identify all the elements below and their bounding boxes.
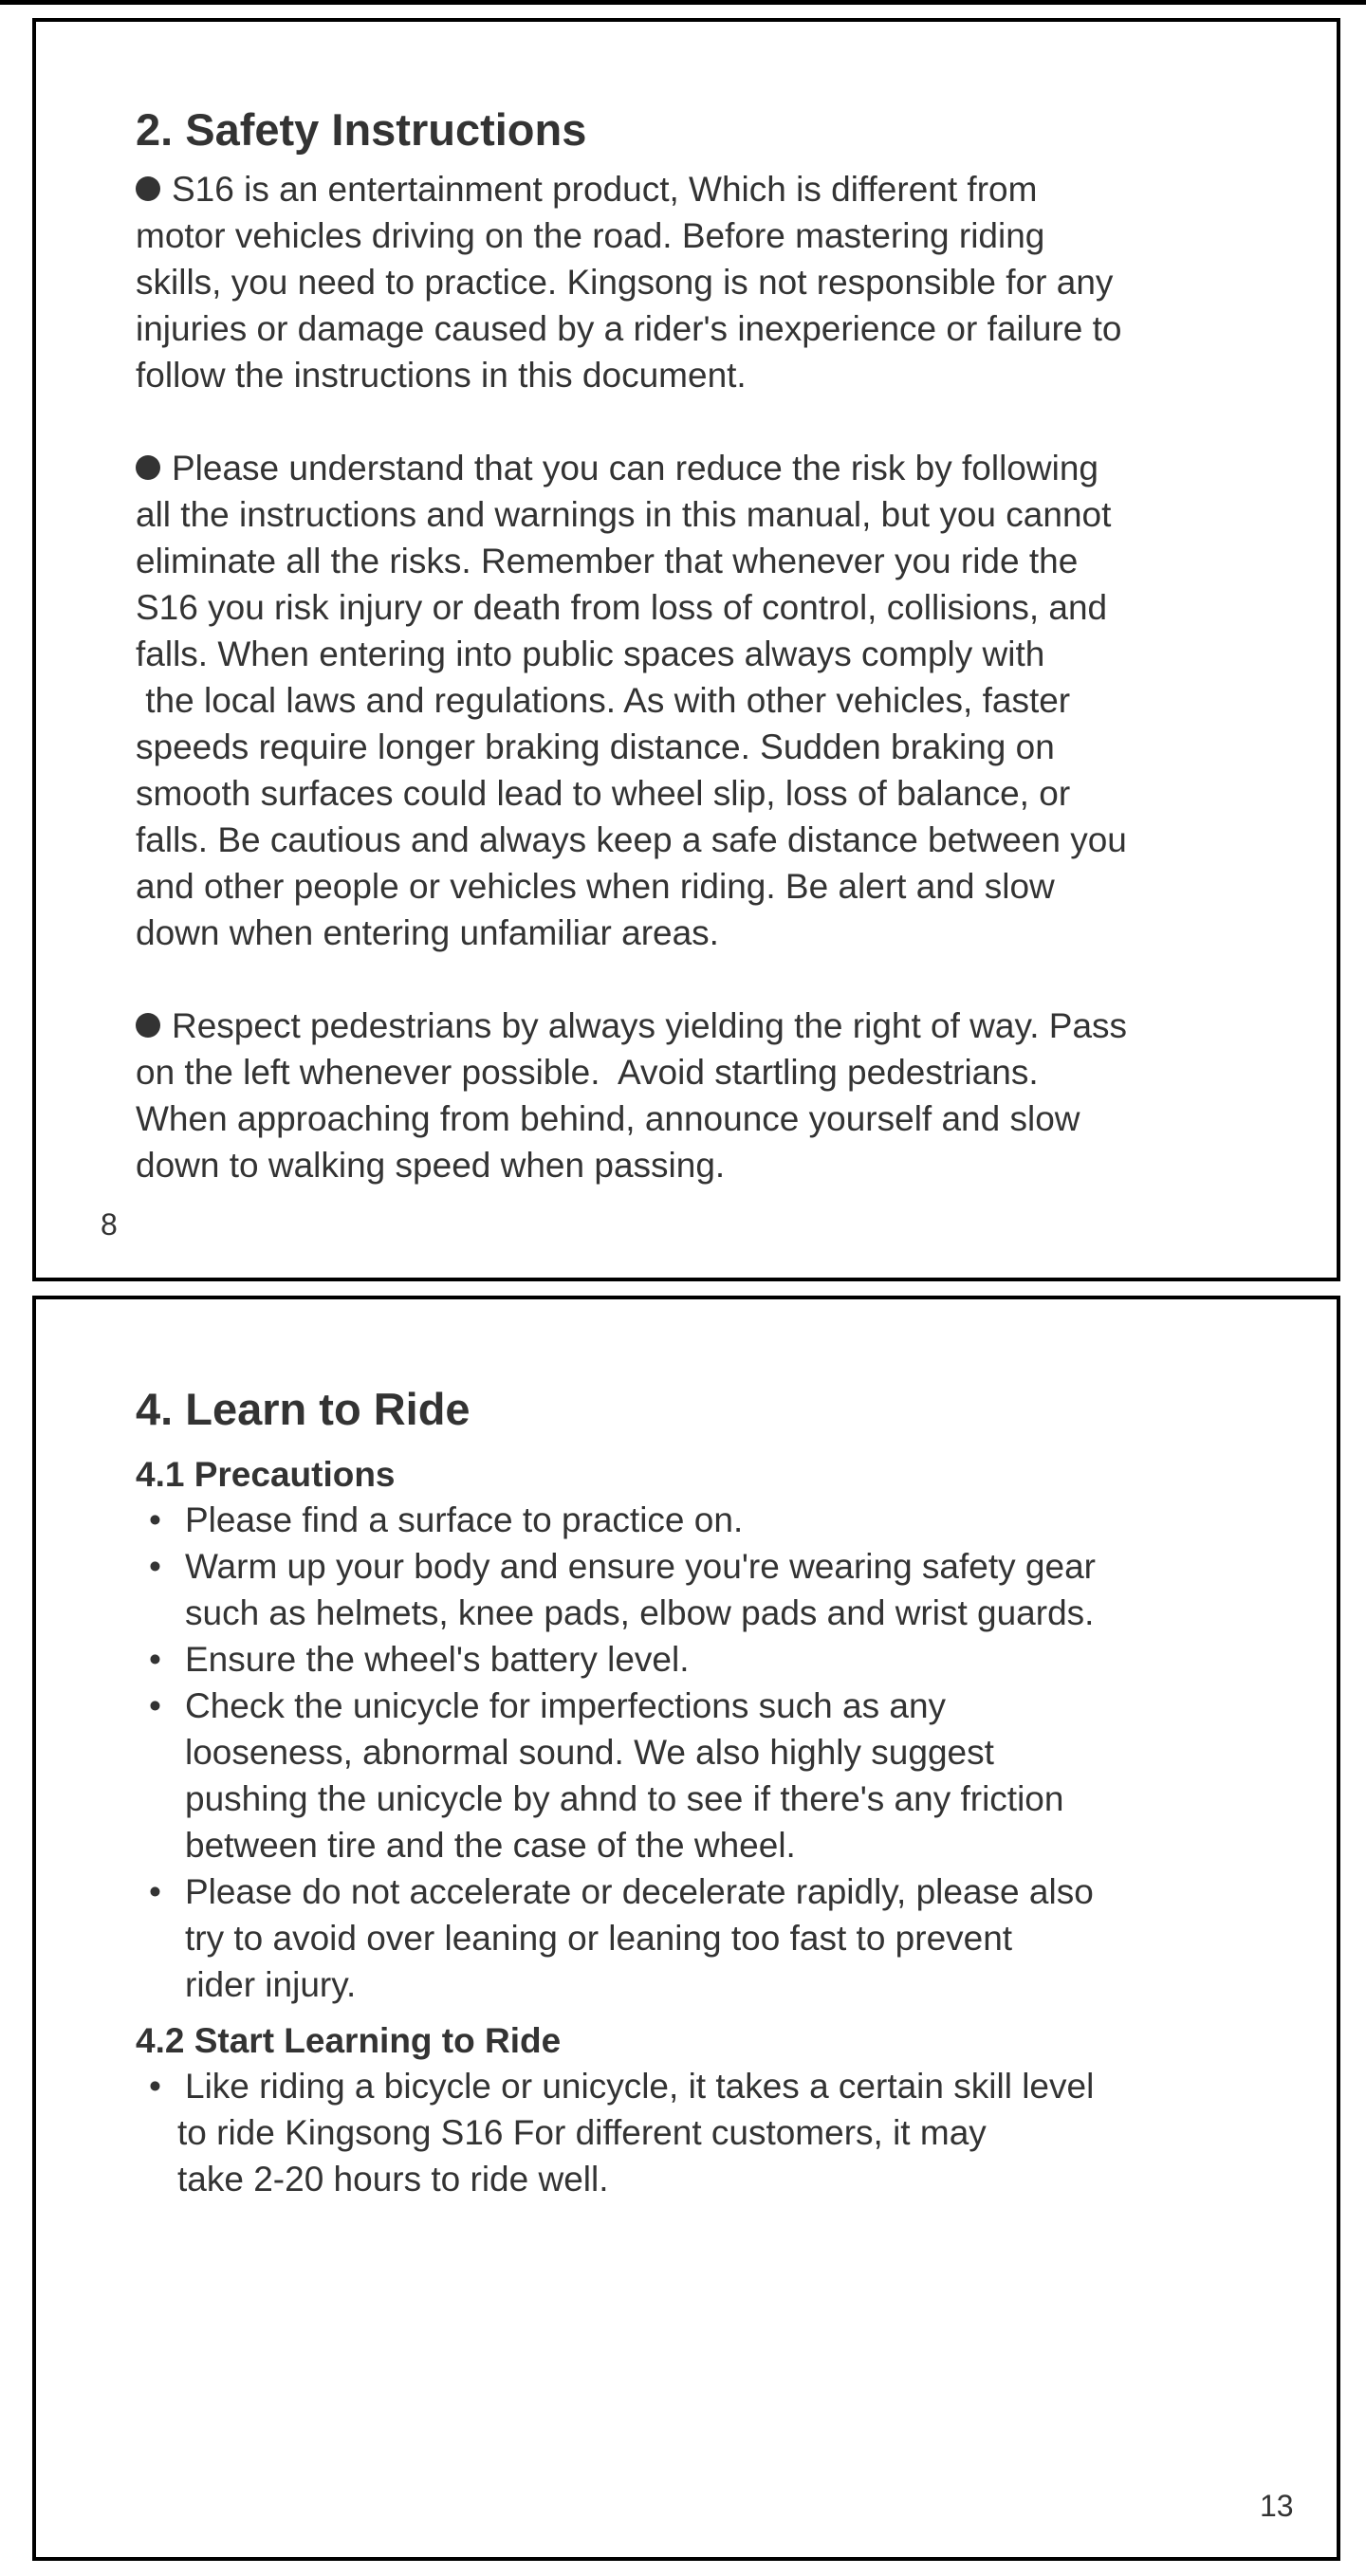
bullet-icon: • bbox=[149, 1640, 161, 1679]
line-text: the local laws and regulations. As with other vehicles, faster bbox=[136, 681, 1071, 720]
list-item bbox=[136, 1868, 1299, 2008]
paragraph-line bbox=[136, 212, 1299, 259]
bullet-icon: • bbox=[149, 1500, 161, 1539]
paragraph-line bbox=[136, 1095, 1299, 1142]
list-item-line: try to avoid over leaning or leaning too fast to prevent bbox=[185, 1919, 1013, 1958]
line-text: down when entering unfamiliar areas. bbox=[136, 913, 719, 952]
paragraph-line bbox=[136, 724, 1299, 770]
list-item-line: Ensure the wheel's battery level. bbox=[185, 1640, 690, 1679]
line-text: down to walking speed when passing. bbox=[136, 1146, 726, 1185]
top-divider bbox=[0, 0, 1366, 5]
line-text: S16 you risk injury or death from loss of control, collisions, and bbox=[136, 588, 1108, 627]
line-text: and other people or vehicles when riding. Be alert and slow bbox=[136, 867, 1055, 906]
list-item-line: Please do not accelerate or decelerate rapidly, please also bbox=[185, 1872, 1094, 1911]
list-item bbox=[136, 2063, 1299, 2202]
start-learning-list bbox=[136, 2063, 1299, 2202]
paragraph-line bbox=[136, 584, 1299, 631]
paragraph-line bbox=[136, 1142, 1299, 1188]
subsection-heading-precautions: 4.1 Precautions bbox=[136, 1455, 396, 1494]
list-item-line: Please find a surface to practice on. bbox=[185, 1500, 744, 1539]
paragraph-line bbox=[136, 166, 1299, 212]
list-item bbox=[136, 1636, 1299, 1683]
line-text: Respect pedestrians by always yielding the right of way. Pass bbox=[172, 1006, 1128, 1045]
paragraph-line bbox=[136, 305, 1299, 352]
paragraph-line bbox=[136, 445, 1299, 491]
list-item-line: to ride Kingsong S16 For different customers, it may bbox=[177, 2113, 987, 2152]
paragraph-line bbox=[136, 863, 1299, 910]
manual-page-8 bbox=[32, 18, 1340, 1281]
subsection-heading-start-learning: 4.2 Start Learning to Ride bbox=[136, 2021, 562, 2060]
page-number: 13 bbox=[1260, 2489, 1294, 2523]
line-text: falls. Be cautious and always keep a safe distance between you bbox=[136, 820, 1127, 859]
section-title: 4. Learn to Ride bbox=[136, 1384, 471, 1434]
paragraph-line bbox=[136, 1003, 1299, 1049]
list-item bbox=[136, 1497, 1299, 1543]
section-title: 2. Safety Instructions bbox=[136, 104, 587, 155]
line-text: S16 is an entertainment product, Which is different from bbox=[172, 170, 1038, 209]
paragraph-line bbox=[136, 259, 1299, 305]
page-number: 8 bbox=[101, 1207, 118, 1242]
paragraph-line bbox=[136, 677, 1299, 724]
paragraph-line bbox=[136, 491, 1299, 538]
paragraph-line bbox=[136, 352, 1299, 398]
paragraph-line bbox=[136, 910, 1299, 956]
precautions-list bbox=[136, 1497, 1299, 2008]
list-item-line: between tire and the case of the wheel. bbox=[185, 1826, 796, 1865]
bullet-dot-icon bbox=[136, 1013, 160, 1038]
paragraph-line bbox=[136, 770, 1299, 817]
line-text: eliminate all the risks. Remember that whenever you ride the bbox=[136, 542, 1079, 580]
line-text: motor vehicles driving on the road. Before mastering riding bbox=[136, 216, 1045, 255]
bullet-icon: • bbox=[149, 1547, 161, 1586]
paragraph-line bbox=[136, 1049, 1299, 1095]
list-item bbox=[136, 1683, 1299, 1868]
safety-paragraph bbox=[136, 166, 1299, 398]
line-text: falls. When entering into public spaces always comply with bbox=[136, 635, 1045, 673]
list-item-line: such as helmets, knee pads, elbow pads and wrist guards. bbox=[185, 1593, 1095, 1632]
safety-paragraph bbox=[136, 445, 1299, 956]
list-item-line: looseness, abnormal sound. We also highly suggest bbox=[185, 1733, 994, 1772]
paragraph-line bbox=[136, 538, 1299, 584]
bullet-icon: • bbox=[149, 1686, 161, 1725]
line-text: When approaching from behind, announce yourself and slow bbox=[136, 1099, 1080, 1138]
safety-paragraphs bbox=[136, 166, 1299, 1188]
line-text: on the left whenever possible. Avoid startling pedestrians. bbox=[136, 1053, 1039, 1092]
list-item bbox=[136, 1543, 1299, 1636]
line-text: speeds require longer braking distance. Sudden braking on bbox=[136, 727, 1055, 766]
bullet-icon: • bbox=[149, 1872, 161, 1911]
line-text: all the instructions and warnings in this manual, but you cannot bbox=[136, 495, 1112, 534]
bullet-dot-icon bbox=[136, 176, 160, 201]
list-item-line: Warm up your body and ensure you're wearing safety gear bbox=[185, 1547, 1096, 1586]
list-item-line: pushing the unicycle by ahnd to see if there's any friction bbox=[185, 1779, 1064, 1818]
bullet-icon: • bbox=[149, 2067, 161, 2106]
list-item-line: Check the unicycle for imperfections such as any bbox=[185, 1686, 947, 1725]
paragraph-line bbox=[136, 631, 1299, 677]
safety-paragraph bbox=[136, 1003, 1299, 1188]
line-text: Please understand that you can reduce the risk by following bbox=[172, 449, 1098, 488]
list-item-line: take 2-20 hours to ride well. bbox=[177, 2160, 609, 2199]
bullet-dot-icon bbox=[136, 455, 160, 480]
list-item-line: Like riding a bicycle or unicycle, it takes a certain skill level bbox=[185, 2067, 1095, 2106]
paragraph-line bbox=[136, 817, 1299, 863]
list-item-line: rider injury. bbox=[185, 1965, 357, 2004]
line-text: skills, you need to practice. Kingsong is not responsible for any bbox=[136, 263, 1114, 302]
manual-page-13 bbox=[32, 1296, 1340, 2561]
line-text: smooth surfaces could lead to wheel slip, loss of balance, or bbox=[136, 774, 1071, 813]
line-text: injuries or damage caused by a rider's inexperience or failure to bbox=[136, 309, 1122, 348]
line-text: follow the instructions in this document. bbox=[136, 356, 747, 395]
